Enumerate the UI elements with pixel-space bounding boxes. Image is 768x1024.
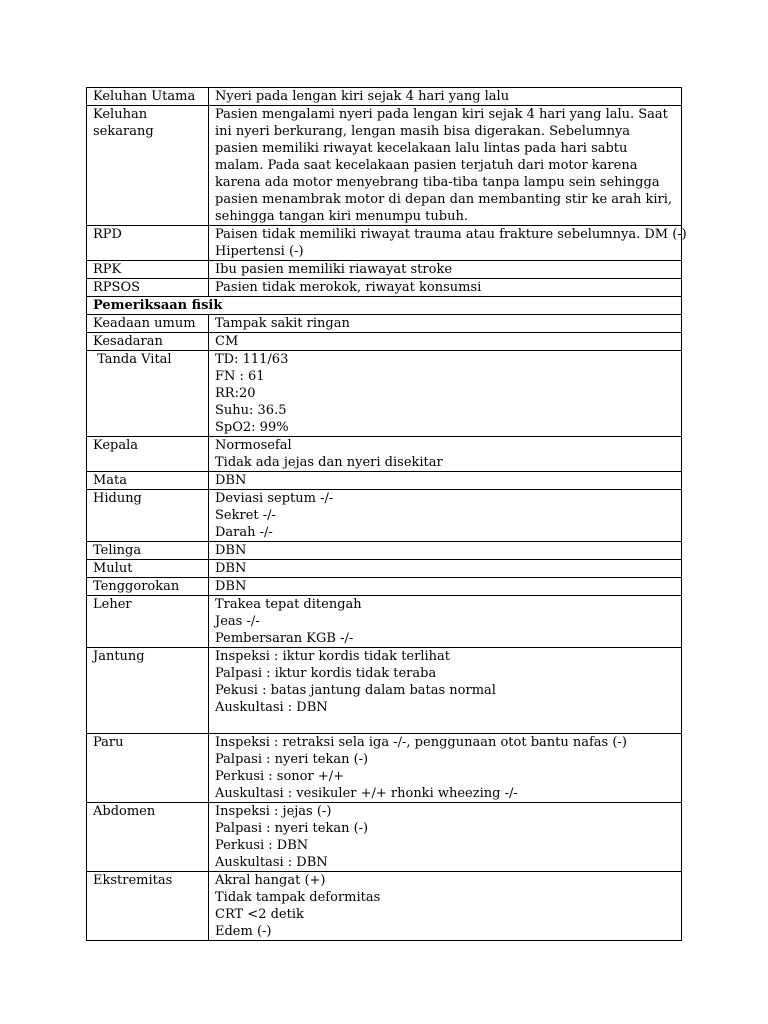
value-line: Ibu pasien memiliki riawayat stroke xyxy=(215,262,453,277)
row-label: Telinga xyxy=(87,542,209,560)
row-label: Ekstremitas xyxy=(87,872,209,941)
row-label-text: Keluhan sekarang xyxy=(93,107,154,139)
row-value xyxy=(209,106,682,226)
row-label: Tenggorokan xyxy=(87,578,209,596)
value-line: Auskultasi : DBN xyxy=(215,855,328,870)
row-label: Kepala xyxy=(87,437,209,472)
table-row xyxy=(87,437,682,472)
table-row xyxy=(87,648,682,734)
value-line: Nyeri pada lengan kiri sejak 4 hari yang lalu xyxy=(215,89,510,104)
row-value xyxy=(209,596,682,648)
table-row xyxy=(87,490,682,542)
row-value xyxy=(209,578,682,596)
row-value xyxy=(209,351,682,437)
table-row xyxy=(87,734,682,803)
value-line: FN : 61 xyxy=(215,369,265,384)
table-row xyxy=(87,315,682,333)
row-label: Mata xyxy=(87,472,209,490)
row-label: Keluhan Utama xyxy=(87,88,209,106)
value-line: Tampak sakit ringan xyxy=(215,316,350,331)
value-line: Sekret -/- xyxy=(215,508,276,523)
value-line: Inspeksi : retraksi sela iga -/-, penggunaan otot bantu nafas (-) xyxy=(215,735,627,750)
value-line: Palpasi : iktur kordis tidak teraba xyxy=(215,666,437,681)
row-label: RPSOS xyxy=(87,279,209,297)
row-value xyxy=(209,315,682,333)
table-row xyxy=(87,803,682,872)
row-value xyxy=(209,560,682,578)
value-line: Pasien tidak merokok, riwayat konsumsi xyxy=(215,280,482,295)
row-value xyxy=(209,803,682,872)
value-line: DBN xyxy=(215,543,247,558)
section-title: Pemeriksaan fisik xyxy=(87,297,682,315)
row-label: Tanda Vital xyxy=(87,351,209,437)
value-line: Suhu: 36.5 xyxy=(215,403,287,418)
row-value xyxy=(209,648,682,734)
table-row xyxy=(87,351,682,437)
value-line: Tidak tampak deformitas xyxy=(215,890,381,905)
row-value xyxy=(209,490,682,542)
table-row xyxy=(87,106,682,226)
value-line: SpO2: 99% xyxy=(215,420,289,435)
table-row xyxy=(87,226,682,261)
section-header-row xyxy=(87,297,682,315)
row-value xyxy=(209,542,682,560)
row-label: RPD xyxy=(87,226,209,261)
row-label: Mulut xyxy=(87,560,209,578)
row-value xyxy=(209,88,682,106)
value-paragraph: Pasien mengalami nyeri pada lengan kiri sejak 4 hari yang lalu. Saat ini nyeri berkurang, lengan masih bisa digerakan. Sebelumnya pasien memiliki riwayat kecelakaan lalu lintas pada hari sabtu malam. Pada saat kecelakaan pasien terjatuh dari motor karena karena ada motor menyebrang tiba-tiba tanpa lampu sein sehingga pasien menambrak motor di depan dan membanting stir ke arah kiri, sehingga tangan kiri menumpu tubuh. xyxy=(215,107,673,224)
value-line: Auskultasi : vesikuler +/+ rhonki wheezing -/- xyxy=(215,786,518,801)
value-line: CM xyxy=(215,334,239,349)
value-line: Akral hangat (+) xyxy=(215,873,326,888)
table-row xyxy=(87,261,682,279)
value-line: Jeas -/- xyxy=(215,614,260,629)
row-label: RPK xyxy=(87,261,209,279)
row-label: Kesadaran xyxy=(87,333,209,351)
row-value xyxy=(209,472,682,490)
value-line: Darah -/- xyxy=(215,525,273,540)
row-label: Paru xyxy=(87,734,209,803)
table-row xyxy=(87,596,682,648)
row-value xyxy=(209,226,687,261)
value-line: Pekusi : batas jantung dalam batas normal xyxy=(215,683,496,698)
value-line: Deviasi septum -/- xyxy=(215,491,334,506)
value-line: Perkusi : sonor +/+ xyxy=(215,769,345,784)
value-line: Auskultasi : DBN xyxy=(215,700,328,715)
value-line: Normosefal xyxy=(215,438,292,453)
row-label: Hidung xyxy=(87,490,209,542)
medical-record-table xyxy=(86,87,687,941)
value-line: CRT <2 detik xyxy=(215,907,304,922)
value-line: Paisen tidak memiliki riwayat trauma atau frakture sebelumnya. DM (-) xyxy=(215,227,687,242)
value-line: DBN xyxy=(215,473,247,488)
value-line: Trakea tepat ditengah xyxy=(215,597,362,612)
row-value xyxy=(209,279,682,297)
value-line: Palpasi : nyeri tekan (-) xyxy=(215,821,369,836)
table-row xyxy=(87,542,682,560)
row-label: Jantung xyxy=(87,648,209,734)
value-line: RR:20 xyxy=(215,386,256,401)
value-line: Perkusi : DBN xyxy=(215,838,309,853)
table-row xyxy=(87,578,682,596)
row-label: Leher xyxy=(87,596,209,648)
row-value xyxy=(209,872,682,941)
row-value xyxy=(209,333,682,351)
row-value xyxy=(209,437,682,472)
table-row xyxy=(87,872,682,941)
value-line: Edem (-) xyxy=(215,924,272,939)
value-line: DBN xyxy=(215,579,247,594)
value-line: Pembersaran KGB -/- xyxy=(215,631,354,646)
row-label: Keadaan umum xyxy=(87,315,209,333)
row-value xyxy=(209,261,682,279)
table-row xyxy=(87,560,682,578)
row-label xyxy=(87,106,209,226)
value-line: Inspeksi : jejas (-) xyxy=(215,804,332,819)
value-line: Hipertensi (-) xyxy=(215,244,304,259)
value-line: Palpasi : nyeri tekan (-) xyxy=(215,752,369,767)
row-label: Abdomen xyxy=(87,803,209,872)
row-value xyxy=(209,734,682,803)
table-row xyxy=(87,279,682,297)
value-line: DBN xyxy=(215,561,247,576)
table-row xyxy=(87,88,682,106)
value-line: Inspeksi : iktur kordis tidak terlihat xyxy=(215,649,450,664)
blank-line xyxy=(215,716,676,733)
value-line: Tidak ada jejas dan nyeri disekitar xyxy=(215,455,443,470)
value-line: TD: 111/63 xyxy=(215,352,289,367)
table-row xyxy=(87,333,682,351)
table-row xyxy=(87,472,682,490)
